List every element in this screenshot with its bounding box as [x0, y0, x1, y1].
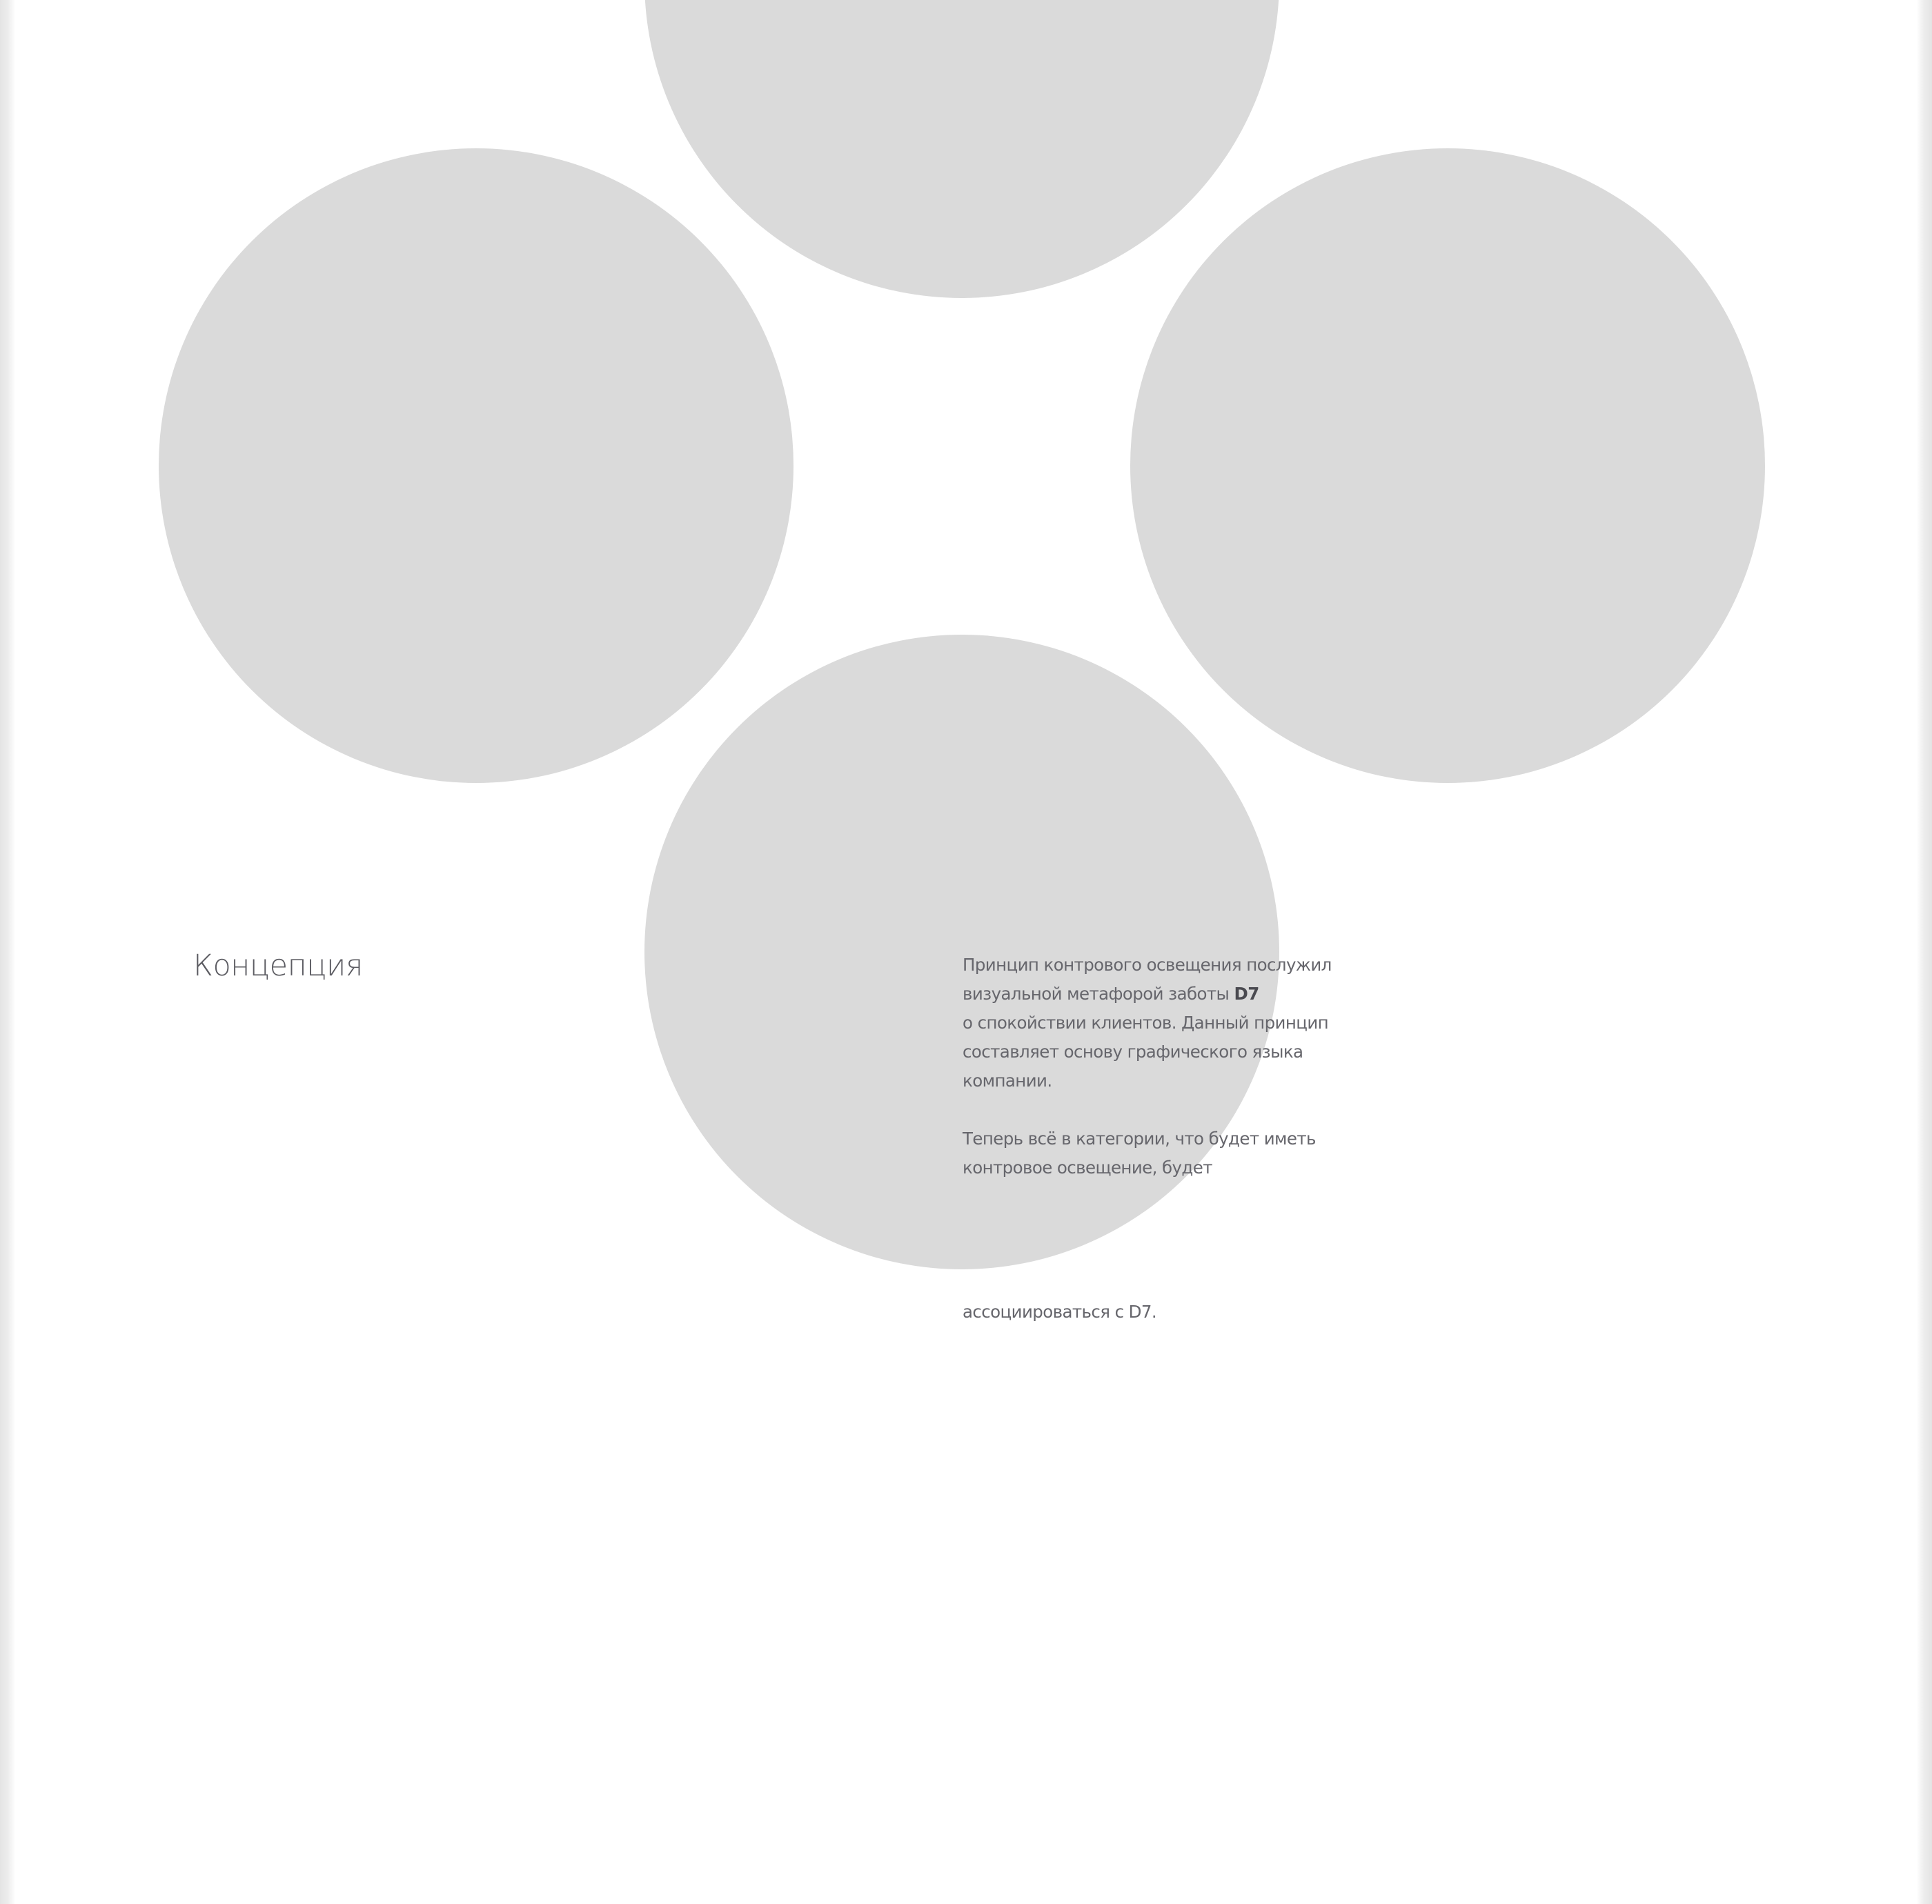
brand-name: D7 — [1234, 984, 1259, 1004]
backlit-circle-right — [1130, 148, 1765, 783]
concept-description — [963, 951, 1349, 1182]
paragraph-1-line-4: составляет основу графического языка — [963, 1042, 1303, 1062]
paragraph-2-line-1: Теперь всё в категории, что будет иметь — [963, 1129, 1316, 1149]
left-edge-shadow — [0, 0, 15, 1904]
paragraph-2-line-2: контровое освещение, будет — [963, 1158, 1212, 1178]
paragraph-1-line-1: Принцип контрового освещения послужил — [963, 955, 1332, 975]
backlit-circle-top — [644, 0, 1279, 298]
paragraph-2 — [963, 1124, 1349, 1182]
backlit-circle-left — [159, 148, 793, 783]
paragraph-1-line-5: компании. — [963, 1071, 1052, 1091]
paragraph-1 — [963, 951, 1349, 1095]
paragraph-1-line-3: о спокойствии клиентов. Данный принцип — [963, 1013, 1329, 1033]
right-edge-shadow — [1917, 0, 1932, 1904]
section-title: Концепция — [193, 949, 363, 983]
paragraph-1-line-2-text: визуальной метафорой заботы — [963, 984, 1234, 1004]
paragraph-2-tail: ассоциироваться с D7. — [963, 1302, 1157, 1322]
paragraph-1-line-2 — [963, 980, 1349, 1009]
